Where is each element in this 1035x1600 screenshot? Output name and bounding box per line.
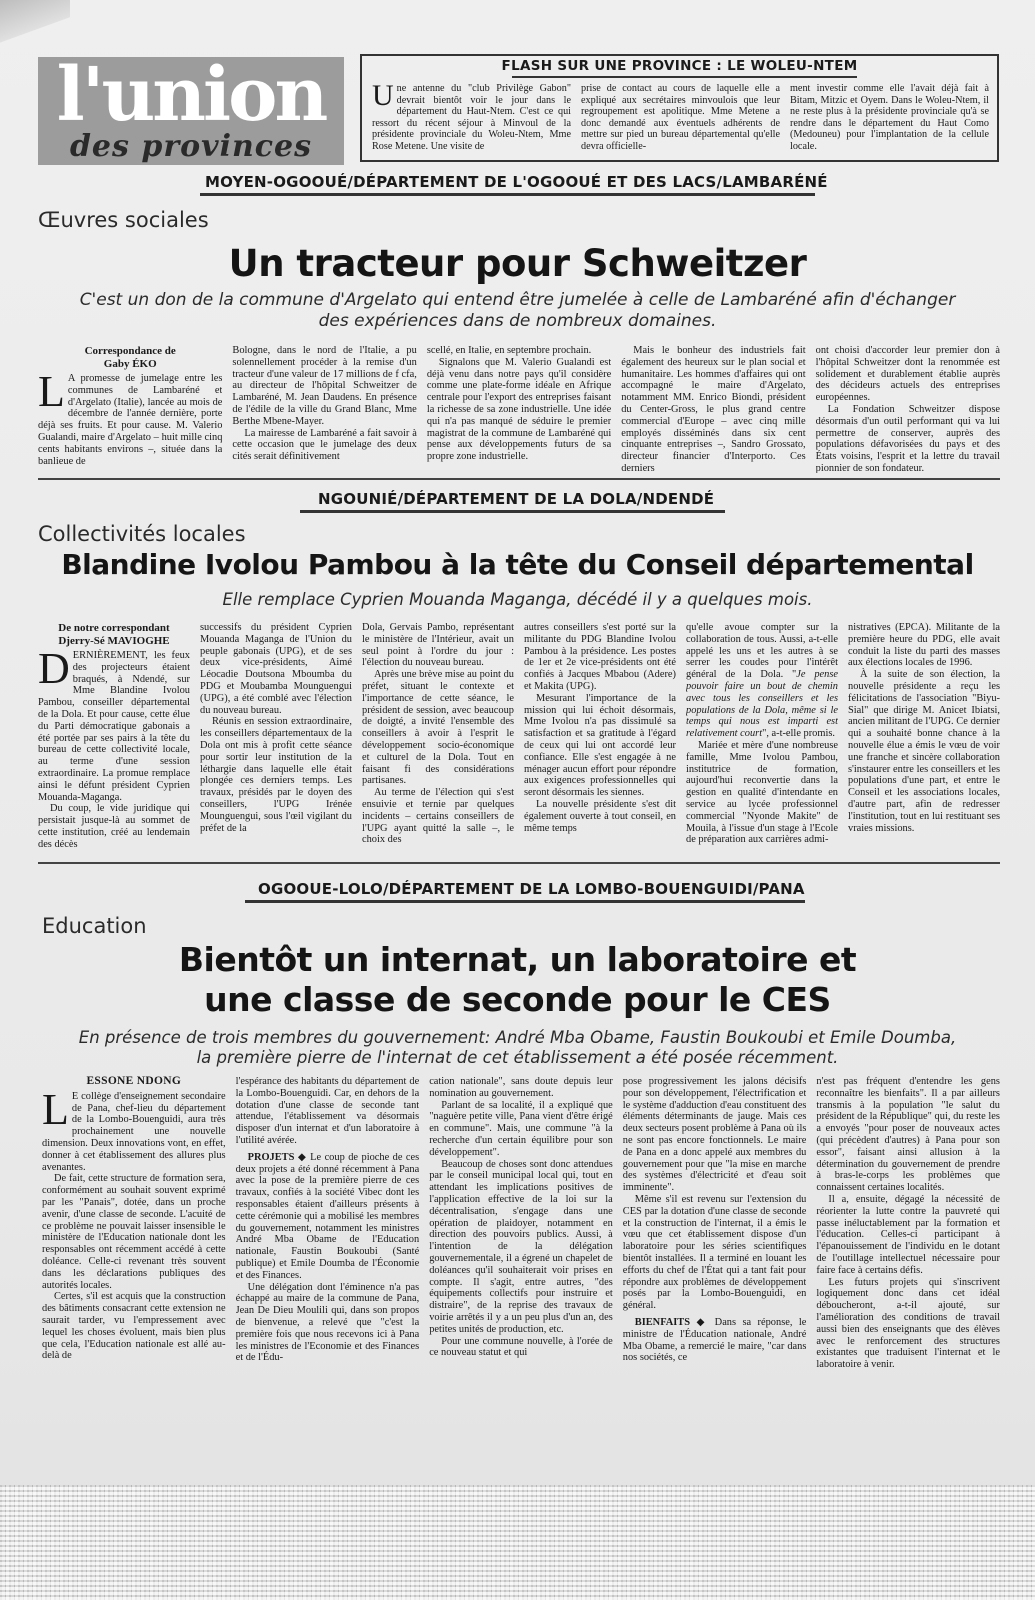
region-rule [245,900,805,903]
byline: ESSONE NDONG [86,1076,182,1087]
rubric: Œuvres sociales [38,208,209,232]
flash-column: ment investir comme elle l'avait déjà fait à Bitam, Mitzic et Oyem. Dans le Woleu-Ntem, il ne reste plus à la présidente provinciale qu'à se rendre dans le département du Haut Como (Medouneu) pour l'implantation de la cellule locale. [790,83,989,152]
drop-cap: U [372,83,394,112]
drop-cap: L [42,1084,69,1134]
column: Bologne, dans le nord de l'Italie, a pu solennellement procéder à la remise d'un tracteur d'une valeur de 17 millions de f cfa, au directeur de l'hôpital Schweitzer de Lambaréné, M. Jean Daudens. En présence de l'édile de la ville du Grand Blanc, Mme Berthe Mbene-Mayer. La mairesse de Lambaréné a fait savoir à cette occasion que le jumelage des deux cités serait définitivement [232,345,417,463]
column: pose progressivement les jalons décisifs pour son développement, l'électrification et le système d'adduction d'eau constituent des éléments déterminants de jauge. Mais ces deux secteurs posent problème à Pana où ils ne sont pas encore fonctionnels. Le maire de Pana en a donc appelé aux membres du gouvernement pour que "la mise en marche des systèmes d'électricité et d'eau soit imminente". Même s'il est revenu sur l'extension du CES par la dotation d'une classe de seconde et la construction de l'internat, il a émis le vœu que cet établissement dispose d'un laboratoire pour les séries scientifiques bientôt installées. Il a terminé en louant les efforts du chef de l'État qui a tant fait pour répondre aux problèmes de développement posés par la Lombo-Bouenguidi, en général. BIENFAITS ◆ Dans sa réponse, le ministre de l'Éducation nationale, André Mba Obame, a remercié le maire, "car dans nos sociétés, ce [622,1076,807,1364]
column: successifs du président Cyprien Mouanda Maganga de l'Union du peuple gabonais (UPG), et de ses deux vice-présidents, Aimé Léocadie Doutsona Mboumba du PDG et Moubamba Mounguengui (UPG), a été comblé avec l'élection du nouveau bureau. Réunis en session extraordinaire, les conseillers départementaux de la Dola ont mis à profit cette séance pour sortir leur institution de la léthargie dans laquelle elle était plongée ces derniers temps. Les travaux, présidés par le doyen des conseillers, l'UPG Irénée Mounguengui, sous l'œil vigilant du préfet de la [200,622,352,834]
region-rule [200,193,815,196]
subhead: PROJETS ◆ [247,1151,307,1163]
deck: C'est un don de la commune d'Argelato qui entend être jumelée à celle de Lambaréné afin d'échanger [79,290,956,310]
deck: des expériences dans de nombreux domaines. [318,311,717,331]
column: ont choisi d'accorder leur premier don à l'hôpital Schweitzer dont la renommée est solidement et durablement établie auprès des décideurs actuels des entreprises européennes. La Fondation Schweitzer dispose désormais d'un outil performant qui va lui permettre de conserver, auprès des populations défavorisées du pays et des États voisins, l'esprit et la lettre du travail pionnier de son fondateur. [815,345,1001,473]
column: De notre correspondant Djerry-Sé MAVIOGHE D ERNIÈREMENT, les feux des projecteurs étaient braqués, à Ndendé, sur Mme Blandine Ivolou Pambou, conseiller départemental de la Dola. Et pour cause, cette élue du Parti démocratique gabonais a été portée par ses pairs à la tête du bureau de cette collectivité locale, au terme d'une session extraordinaire. La promue remplace ainsi le défunt président Cyprien Mouanda-Maganga. Du coup, le vide juridique qui persistait jusque-là au sommet de cette institution, créé au lendemain des décès [38,622,190,850]
flash-column: prise de contact au cours de laquelle elle a expliqué aux secrétaires minvoulois que leur regroupement est apolitique. Mme Metene a donc demandé aux éventuels adhérents de mettre sur pied un bureau départemental qu'elle devra officielle- [581,83,780,152]
deck: la première pierre de l'internat de cet établissement a été posée récemment. [196,1048,839,1067]
masthead-title: l'union [56,52,326,138]
headline: Un tracteur pour Schweitzer [228,242,807,285]
column: autres conseillers s'est porté sur la militante du PDG Blandine Ivolou Pambou à la présidence. Les postes de 1er et 2e vice-présidents ont été confiés à Jacques Mbabou (Adere) et Makita (UPG). Mesurant l'importance de la mission qui lui échoit désormais, Mme Ivolou n'a pas dissimulé sa satisfaction et sa gratitude à l'égard de ceux qui lui ont accordé leur confiance. Elle s'est engagée à ne ménager aucun effort pour répondre aux exigences professionnelles qui seront désormais les siennes. La nouvelle présidente s'est dit également ouverte à tout conseil, en même temps [524,622,676,834]
flash-text: ne antenne du "club Privilège Gabon" devrait bientôt voir le jour dans le département du Haut-Ntem. C'est ce qui ressort du récent séjour à Minvoul de la présidente provinciale du Woleu-Ntem, Mme Rose Metene. Une visite de [372,83,571,152]
column: cation nationale", sans doute depuis leur nomination au gouvernement. Parlant de sa localité, il a expliqué que "naguère petite ville, Pana vient d'être érigé en commune". Mais, une commune "à la recherche d'un certain équilibre pour son développement". Beaucoup de choses sont donc attendues par le conseil municipal local qui, tout en attendant les implications positives de l'application effective de la loi sur la décentralisation, s'engage dans une opération de plaidoyer, notamment en direction des pouvoirs publics. Aussi, à l'intention de la délégation gouvernementale, il a égrené un chapelet de doléances qu'il souhaiterait voir prises en compte. Il s'agit, entre autres, "des équipements collectifs pour instruire et distraire", de la reprise des travaux de voirie arrêtés il y a un peu plus d'un an, des petites unités de production, etc. Pour une commune nouvelle, à l'orée de ce nouveau statut et qui [429,1076,613,1359]
deck: Elle remplace Cyprien Mouanda Maganga, décédé il y a quelques mois. [222,590,813,609]
column: l'espérance des habitants du département de la Lombo-Bouenguidi. Car, en dehors de la dotation d'une classe de seconde tant attendue, l'établissement va désormais disposer d'un internat et d'un laboratoire à l'utilité avérée. PROJETS ◆ Le coup de pioche de ces deux projets a été donné récemment à Pana avec la pose de la première pierre de ces travaux, confiés à la société Vibec dont les responsables étaient d'ailleurs présents à cette cérémonie qui a mobilisé les membres du gouvernement, notamment les ministres André Mba Obame de l'Education nationale, Faustin Boukoubi (Santé publique) et Emile Doumba de l'Économie et des Finances. Une délégation dont l'éminence n'a pas échappé au maire de la commune de Pana, Jean De Dieu Moulili qui, dans son propos de bienvenue, a relevé que "c'est la première fois que nous recevons ici à Pana les ministres de l'Economie et des Finances et de l'Édu- [235,1076,420,1364]
flash-box [360,54,999,162]
deck: En présence de trois membres du gouvernement: André Mba Obame, Faustin Boukoubi et Emile Doumba, [78,1028,957,1047]
column: n'est pas fréquent d'entendre les gens reconnaître les bienfaits". Il a par ailleurs transmis à la population "le salut du président de la République" qui, du reste les a envoyés "pour poser de nouveaux actes (qui précèdent d'autres) à Pana pour son essor", faisant ainsi allusion à la détermination du gouvernement de prendre à bras-le-corps les problèmes que connaissent certaines localités. Il a, ensuite, dégagé la nécessité de réorienter la lutte contre la pauvreté qui passe inéluctablement par la formation et l'éducation. Celles-ci participant à l'épanouissement de l'individu en le dotant de l'outillage intellectuel nécessaire pour faire face à certains défis. Les futurs projets qui s'inscrivent logiquement donc dans cet idéal déboucheront, a-t-il ajouté, sur l'amélioration des conditions de travail aussi bien des enseignants que des élèves avec le renforcement des structures existantes que traduisent l'internat et le laboratoire à venir. [816,1076,1000,1371]
article-columns [42,1076,1000,1431]
region-heading: MOYEN-OGOOUÉ/DÉPARTEMENT DE L'OGOOUÉ ET DES LACS/LAMBARÉNÉ [205,173,828,191]
byline: De notre correspondant Djerry-Sé MAVIOGHE [58,622,170,647]
column [38,345,222,473]
body-text: A promesse de jumelage entre les communes de Lambaréné et d'Argelato (Italie), lancée au mois de décembre de l'année dernière, porte déjà ses fruits. Et pour cause. M. Valerio Gualandi, maire d'Argelato – huit mille cinq cents habitants environs –, située dans la banlieue de [38,373,223,467]
rubric: Education [42,914,147,938]
drop-cap: D [38,644,70,693]
headline: Bientôt un internat, un laboratoire et [178,940,857,979]
column: nistratives (EPCA). Militante de la première heure du PDG, elle avait conduit la liste du parti des masses aux élections locales de 1996. À la suite de son élection, la nouvelle présidente a reçu les félicitations de l'association "Biyu-Sial" que dirige M. Anicet Ibiatsi, ancien militant de l'UPG. Ce dernier qui a souhaité bonne chance à la nouvelle élue a émis le vœu de voir une franche et sincère collaboration s'instaurer entre les conseillers et les populations d'une part, et entre le Conseil et les associations locales, d'autre part, afin de redresser l'institution, tout en lui restituant ses vraies missions. [848,622,1000,834]
region-rule [300,510,725,513]
column: ESSONE NDONG L E collège d'enseignement secondaire de Pana, chef-lieu du département de la Lombo-Bouenguidi, aura très prochainement une nouvelle dimension. Deux innovations vont, en effet, donner à cet établissement des allures plus avenantes. De fait, cette structure de formation sera, conformément au souhait souvent exprimé par les "Panais", dotée, dans un proche avenir, d'une classe de seconde. L'acuité de ce problème ne pouvait laisser insensible le ministère de l'Education nationale dont les responsables ont récemment accédé à cette doléance. Celle-ci revenant très souvent dans les déclarations publiques des autorités locales. Certes, s'il est acquis que la construction des bâtiments consacrant cette extension ne saurait tarder, vu l'empressement avec lequel les choses évoluent, mais bien plus que cela, l'Education nationale est allé au-delà de [42,1076,226,1362]
subhead: BIENFAITS ◆ [634,1316,709,1328]
headline: Blandine Ivolou Pambou à la tête du Conseil départemental [61,548,974,581]
article-columns [38,345,1000,473]
flash-heading: FLASH SUR UNE PROVINCE : LE WOLEU-NTEM [501,58,858,74]
torn-bottom-texture [0,1485,1035,1600]
masthead-subtitle: des provinces [69,129,313,164]
region-heading: NGOUNIÉ/DÉPARTEMENT DE LA DOLA/NDENDÉ [318,490,715,508]
section-divider [38,478,1000,480]
column: Dola, Gervais Pambo, représentant le ministère de l'Intérieur, avait un seul point à l'ordre du jour : l'élection du nouveau bureau. Après une brève mise au point du préfet, situant le contexte et l'importance de cette séance, le président de session, avec beaucoup de doigté, a invité l'ensemble des conseillers à avoir à l'esprit le développement socio-économique et culturel de la Dola. Tout en faisant fi des considérations partisanes. Au terme de l'élection qui s'est ensuivie et ternie par quelques incidents – certains conseillers de l'UPG ayant quitté la salle –, le choix des [362,622,514,846]
flash-columns [372,83,989,159]
section-divider [38,862,1000,864]
region-heading: OGOOUE-LOLO/DÉPARTEMENT DE LA LOMBO-BOUENGUIDI/PANA [258,880,805,898]
rubric: Collectivités locales [38,522,246,546]
column: Mais le bonheur des industriels fait également des heureux sur le plan social et humanitaire. Les hommes d'affaires qui ont accompagné le maire d'Argelato, notamment MM. Enrico Biondi, président du Center-Gross, le plus grand centre commercial d'Europe – avec cinq mille employés disséminés dans six cent cinquante entreprises –, Sandro Grossato, directeur financier d'Interporto. Ces derniers [621,345,806,473]
article-columns [38,622,1000,857]
column: scellé, en Italie, en septembre prochain. Signalons que M. Valerio Gualandi est déjà venu dans notre pays qu'il considère comme une plate-forme idéale en Afrique centrale pour l'export des entreprises faisant la richesse de sa zone industrielle. Une idée qui n'a pas manqué de séduire le premier magistrat de la commune de Lambaréné qui pense aux développements futurs de sa propre zone industrielle. [426,345,612,463]
column: qu'elle avoue compter sur la collaboration de tous. Aussi, a-t-elle appelé les uns et les autres à se serrer les coudes pour l'intérêt général de la Dola. "Je pense pouvoir faire un bout de chemin avec tous les conseillers et les populations de la Dola, même si le temps qui nous est imparti est relativement court", a-t-elle promis. Mariée et mère d'une nombreuse famille, Mme Ivolou Pambou, institutrice de formation, aujourd'hui reconvertie dans la gestion en qualité d'intendante en service au lycée professionnel commercial "Nyonde Makite" de Mouila, à l'issue d'un stage à l'Ecole de préparation aux carrières admi- [686,622,838,846]
headline: une classe de seconde pour le CES [204,980,831,1019]
flash-rule [512,76,857,78]
drop-cap: L [38,367,65,416]
flash-column [372,83,571,159]
masthead [38,52,344,165]
folded-corner [0,0,70,45]
byline: Correspondance de Gaby ÉKO [84,345,176,370]
